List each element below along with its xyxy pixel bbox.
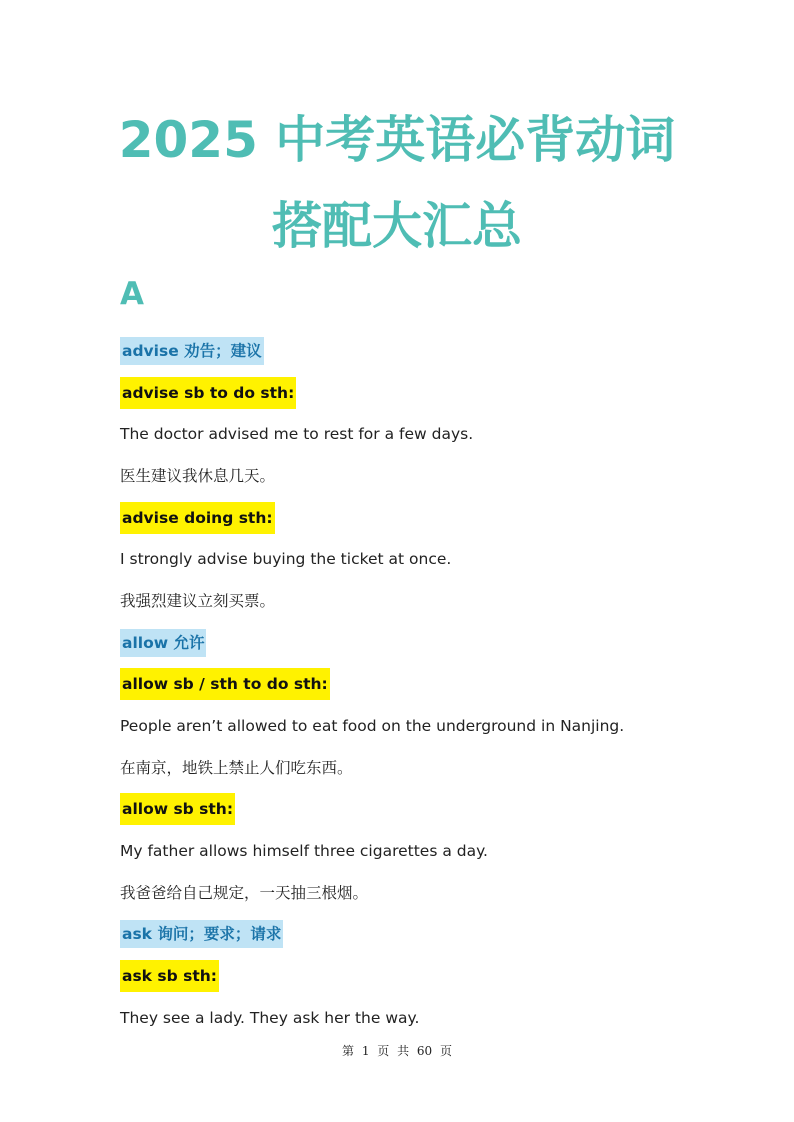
entry-line (120, 747, 720, 789)
usage-pattern: allow sb / sth to do sth: (120, 668, 330, 700)
entry-line (120, 372, 720, 414)
example-english: I strongly advise buying the ticket at once. (120, 550, 452, 569)
entry-line (120, 538, 720, 580)
entry-line (120, 455, 720, 497)
entry-line (120, 622, 720, 664)
example-english: They see a lady. They ask her the way. (120, 1008, 420, 1027)
vocab-word: ask 询问；要求；请求 (120, 920, 283, 948)
entry-list (120, 330, 720, 1039)
entry-line (120, 789, 720, 831)
entry-line (120, 955, 720, 997)
usage-pattern: ask sb sth: (120, 960, 219, 992)
example-chinese: 在南京，地铁上禁止人们吃东西。 (120, 758, 353, 777)
section-letter: A (120, 276, 144, 312)
entry-line (120, 997, 720, 1039)
vocab-word: allow 允许 (120, 629, 206, 657)
entry-line (120, 580, 720, 622)
page-title-line-2: 搭配大汇总 (272, 197, 522, 255)
entry-line (120, 664, 720, 706)
usage-pattern: allow sb sth: (120, 793, 235, 825)
usage-pattern: advise doing sth: (120, 502, 275, 534)
entry-line (120, 330, 720, 372)
entry-line (120, 413, 720, 455)
example-chinese: 我爸爸给自己规定，一天抽三根烟。 (120, 883, 369, 902)
entry-line (120, 830, 720, 872)
example-english: People aren’t allowed to eat food on the underground in Nanjing. (120, 717, 625, 736)
vocab-word: advise 劝告；建议 (120, 337, 264, 365)
example-chinese: 我强烈建议立刻买票。 (120, 591, 276, 610)
entry-line (120, 872, 720, 914)
page-title-line-1: 2025 中考英语必背动词 (118, 111, 676, 169)
entry-line (120, 914, 720, 956)
usage-pattern: advise sb to do sth: (120, 377, 296, 409)
example-chinese: 医生建议我休息几天。 (120, 466, 276, 485)
page-footer: 第 1 页 共 60 页 (342, 1044, 452, 1058)
example-english: The doctor advised me to rest for a few days. (120, 425, 474, 444)
entry-line (120, 497, 720, 539)
entry-line (120, 705, 720, 747)
example-english: My father allows himself three cigarettes a day. (120, 842, 488, 861)
